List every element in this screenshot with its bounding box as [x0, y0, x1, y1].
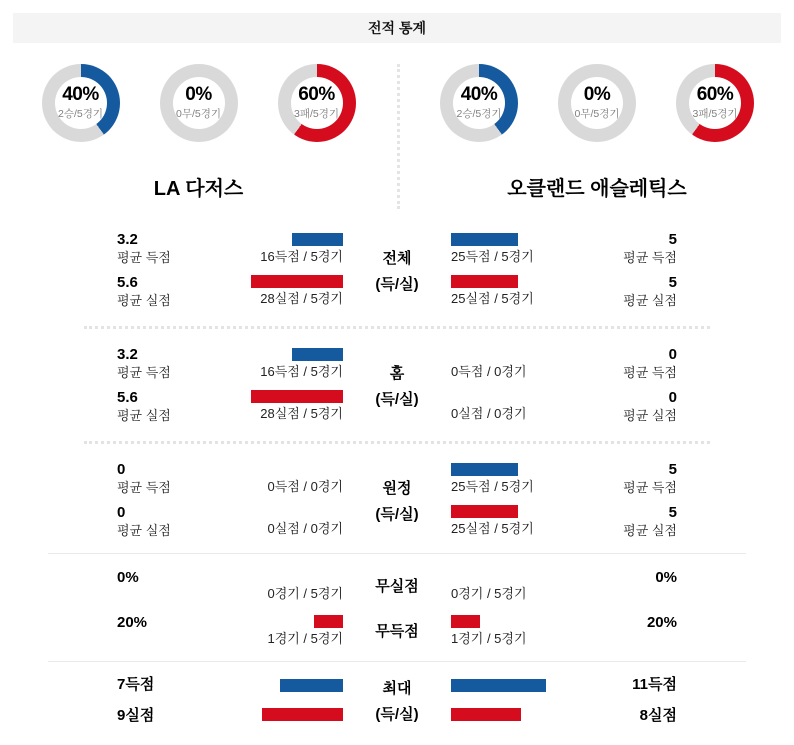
right-bars [451, 461, 567, 539]
draw-rate-value: 0% [583, 84, 611, 105]
concede-bar [251, 275, 343, 288]
win-rate-value: 40% [62, 84, 99, 105]
avg-score-value: 5 [668, 231, 677, 248]
left-averages [117, 346, 221, 424]
draw-rate-donut [558, 64, 636, 142]
stat-section-away [117, 461, 677, 539]
score-bar [451, 233, 518, 246]
max-concede-bar [262, 708, 343, 721]
score-bar-caption: 0득점 / 0경기 [451, 364, 527, 379]
score-bar-caption: 16득점 / 5경기 [260, 249, 343, 264]
score-bar-caption: 0득점 / 0경기 [267, 479, 343, 494]
scoreless-caption: 1경기 / 5경기 [451, 631, 527, 646]
avg-score-label: 평균 득점 [117, 480, 171, 495]
right-percent: 20% [646, 614, 677, 631]
row-label: 홈 (득/실) [375, 364, 419, 408]
max-score-bar [280, 679, 343, 692]
win-rate-donut [440, 64, 518, 142]
page-title-bar [13, 13, 781, 43]
team-right-panel [397, 64, 794, 209]
concede-bar [251, 390, 343, 403]
left-bars [227, 346, 343, 424]
concede-bar-caption: 25실점 / 5경기 [451, 521, 534, 536]
avg-score-label: 평균 득점 [623, 250, 677, 265]
left-bars [227, 613, 343, 647]
draw-rate-donut [160, 64, 238, 142]
team-left-panel [0, 64, 397, 209]
row-label: 무득점 [375, 622, 419, 640]
team-name: LA 다저스 [153, 178, 244, 200]
right-bars [451, 568, 567, 602]
left-bars [227, 676, 343, 725]
scoreless-bar [451, 615, 480, 628]
avg-score-value: 3.2 [117, 231, 138, 248]
right-averages [573, 346, 677, 424]
right-averages [573, 461, 677, 539]
scoreless-bar [314, 615, 343, 628]
win-rate-value: 40% [460, 84, 498, 105]
avg-concede-value: 5.6 [117, 389, 138, 406]
team-name: 오클랜드 애슬레틱스 [507, 178, 687, 200]
right-bars [451, 613, 567, 647]
dotted-divider [84, 441, 710, 444]
right-bars [451, 231, 567, 309]
scoreless-row [117, 613, 677, 647]
left-bars [227, 461, 343, 539]
avg-concede-label: 평균 실점 [623, 408, 677, 423]
shutout-caption: 0경기 / 5경기 [451, 586, 527, 601]
avg-score-label: 평균 득점 [623, 480, 677, 495]
draw-rate-detail: 0무/5경기 [574, 108, 620, 120]
concede-bar-caption: 0실점 / 0경기 [267, 521, 343, 536]
right-percent: 0% [655, 569, 677, 586]
left-percent: 0% [117, 569, 139, 586]
loss-rate-value: 60% [696, 84, 734, 105]
right-averages [573, 231, 677, 309]
avg-score-label: 평균 득점 [117, 365, 171, 380]
left-bars [227, 568, 343, 602]
solid-divider [48, 661, 746, 662]
win-rate-detail: 2승/5경기 [456, 108, 502, 120]
max-score-bar [451, 679, 546, 692]
score-bar-caption: 25득점 / 5경기 [451, 249, 534, 264]
left-bars [227, 231, 343, 309]
loss-rate-donut [278, 64, 356, 142]
solid-divider [48, 553, 746, 554]
right-bars [451, 346, 567, 424]
concede-bar-caption: 28실점 / 5경기 [260, 406, 343, 421]
win-rate-donut [42, 64, 120, 142]
avg-concede-label: 평균 실점 [117, 408, 171, 423]
score-bar [292, 348, 343, 361]
shutout-caption: 0경기 / 5경기 [267, 586, 343, 601]
right-max-values [573, 676, 677, 725]
row-label: 원정 (득/실) [375, 479, 419, 523]
concede-bar [451, 505, 518, 518]
stat-section-home [117, 346, 677, 424]
left-percent: 20% [117, 614, 148, 631]
left-averages [117, 231, 221, 309]
win-rate-detail: 2승/5경기 [57, 108, 104, 120]
stat-section-total [117, 231, 677, 309]
dotted-divider [84, 326, 710, 329]
score-bar-caption: 16득점 / 5경기 [260, 364, 343, 379]
team-summary-section [0, 43, 794, 209]
loss-rate-detail: 3패/5경기 [293, 108, 340, 120]
left-averages [117, 461, 221, 539]
page-title: 전적 통계 [368, 20, 426, 36]
concede-bar [451, 275, 518, 288]
score-bar-caption: 25득점 / 5경기 [451, 479, 534, 494]
stat-section-max [117, 676, 677, 725]
scoreless-caption: 1경기 / 5경기 [267, 631, 343, 646]
row-label: 최대 (득/실) [375, 680, 419, 723]
shutout-row [117, 568, 677, 602]
max-score-value: 11득점 [632, 676, 677, 693]
row-label: 전체 (득/실) [375, 249, 419, 293]
avg-score-value: 0 [668, 346, 677, 363]
concede-bar-caption: 28실점 / 5경기 [260, 291, 343, 306]
draw-rate-value: 0% [185, 84, 212, 105]
avg-concede-value: 0 [117, 504, 126, 521]
right-bars [451, 676, 567, 725]
left-max-values [117, 676, 221, 725]
concede-bar-caption: 25실점 / 5경기 [451, 291, 534, 306]
avg-concede-label: 평균 실점 [117, 293, 171, 308]
avg-concede-label: 평균 실점 [117, 523, 171, 538]
avg-concede-label: 평균 실점 [623, 293, 677, 308]
avg-concede-value: 5 [668, 504, 677, 521]
draw-rate-detail: 0무/5경기 [175, 108, 222, 120]
max-concede-value: 8실점 [639, 707, 677, 724]
score-bar [292, 233, 343, 246]
score-bar [451, 463, 518, 476]
avg-score-value: 5 [668, 461, 677, 478]
avg-score-label: 평균 득점 [117, 250, 171, 265]
avg-concede-value: 0 [668, 389, 677, 406]
loss-rate-detail: 3패/5경기 [692, 108, 738, 120]
max-concede-value: 9실점 [117, 707, 155, 724]
stat-section-shutout [0, 568, 794, 647]
loss-rate-donut [676, 64, 754, 142]
avg-score-value: 0 [117, 461, 126, 478]
avg-score-value: 3.2 [117, 346, 138, 363]
row-label: 무실점 [375, 577, 419, 595]
max-concede-bar [451, 708, 521, 721]
concede-bar-caption: 0실점 / 0경기 [451, 406, 527, 421]
loss-rate-value: 60% [298, 84, 335, 105]
max-score-value: 7득점 [117, 676, 155, 693]
avg-concede-value: 5 [668, 274, 677, 291]
avg-concede-value: 5.6 [117, 274, 138, 291]
avg-score-label: 평균 득점 [623, 365, 677, 380]
avg-concede-label: 평균 실점 [623, 523, 677, 538]
